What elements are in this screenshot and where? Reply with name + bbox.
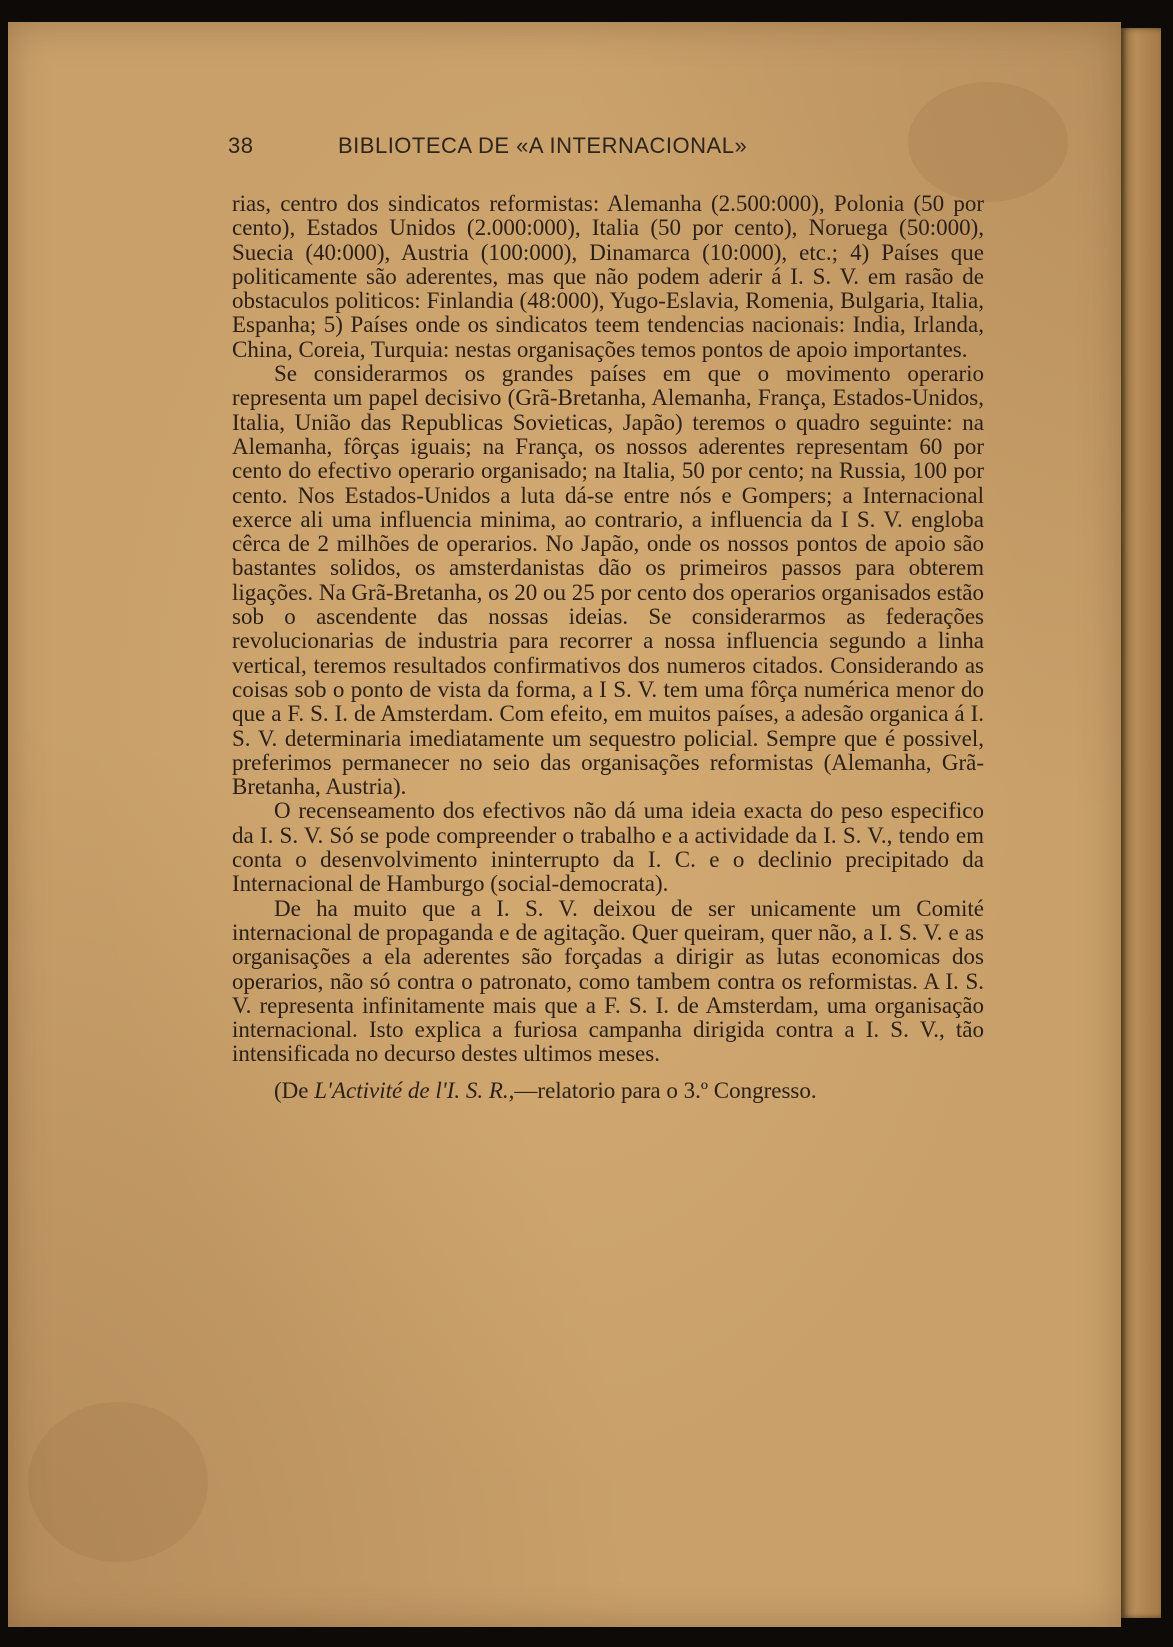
paragraph: O recenseamento dos efectivos não dá uma ideia exacta do peso especifico da I. S. V. Só se pode compreender o trabalho e a actividade da I. S. V., tendo em conta o desenvolvimento ininterrupto da I. C. e o declinio precipitado da Internacional de Hamburgo (social-democrata). bbox=[232, 798, 984, 897]
paragraph: Se considerarmos os grandes países em que o movimento operario representa um papel decisivo (Grã-Bretanha, Alemanha, França, Estados-Unidos, Italia, União das Republicas Sovieticas, Japão) teremos o quadro seguinte: na Alemanha, fôrças iguais; na França, os nossos aderentes representam 60 por cento do efectivo operario organisado; na Italia, 50 por cento; na Russia, 100 por cento. Nos Estados-Unidos a luta dá-se entre nós e Gompers; a Internacional exerce ali uma influencia minima, ao contrario, a influencia da I S. V. engloba cêrca de 2 milhões de operarios. No Japão, onde os nossos pontos de apoio são bastantes solidos, os amsterdanistas dão os primeiros passos para obterem ligações. Na Grã-Bretanha, os 20 ou 25 por cento dos operarios organisados estão sob o ascendente das nossas ideias. Se considerarmos as federações revolucionarias de industria para recorrer a nossa influencia segundo a linha vertical, teremos resultados confirmativos dos numeros citados. Considerando as coisas sob o ponto de vista da forma, a I S. V. tem uma fôrça numérica menor do que a F. S. I. de Amsterdam. Com efeito, em muitos países, a adesão organica á I. S. V. determinaria imediatamente um sequestro policial. Sempre que é possivel, preferimos permanecer no seio das organisações reformistas (Alemanha, Grã-Bretanha, Austria). bbox=[232, 361, 984, 800]
paragraph: De ha muito que a I. S. V. deixou de ser unicamente um Comité internacional de propaganda e de agitação. Quer queiram, quer não, a I. S. V. e as organisações a ela aderentes são forçadas a dirigir as lutas economicas dos operarios, não só contra o patronato, como tambem contra os reformistas. A I. S. V. representa infinitamente mais que a F. S. I. de Amsterdam, uma organisação internacional. Isto explica a furiosa campanha dirigida contra a I. S. V., tão intensificada no decurso destes ultimos meses. bbox=[232, 895, 984, 1067]
running-title: BIBLIOTECA DE «A INTERNACIONAL» bbox=[338, 133, 748, 158]
paragraph: rias, centro dos sindicatos reformistas: Alemanha (2.500:000), Polonia (50 por cento), Estados Unidos (2.000:000), Italia (50 por cento), Noruega (50:000), Suecia (40:000), Austria (100:000), Dinamarca (10:000), etc.; 4) Países que politicamente são aderentes, mas que não podem aderir á I. S. V. em rasão de obstaculos politicos: Finlandia (48:000), Yugo-Eslavia, Romenia, Bulgaria, Italia, Espanha; 5) Países onde os sindicatos teem tendencias nacionais: India, Irlanda, China, Coreia, Turquia: nestas organisações temos pontos de apoio importantes. bbox=[232, 191, 984, 362]
citation-prefix: (De bbox=[274, 1077, 315, 1103]
citation-source: L'Activité de l'I. S. R. bbox=[314, 1077, 509, 1103]
running-header bbox=[228, 133, 928, 159]
body-text bbox=[232, 192, 984, 1103]
citation-suffix: ,—relatorio para o 3.º Congresso. bbox=[508, 1077, 817, 1103]
citation bbox=[232, 1079, 984, 1103]
page-number: 38 bbox=[228, 133, 254, 158]
page-stain bbox=[908, 82, 1068, 202]
page-stain bbox=[28, 1402, 208, 1562]
adjacent-page-edge bbox=[1121, 28, 1161, 1618]
